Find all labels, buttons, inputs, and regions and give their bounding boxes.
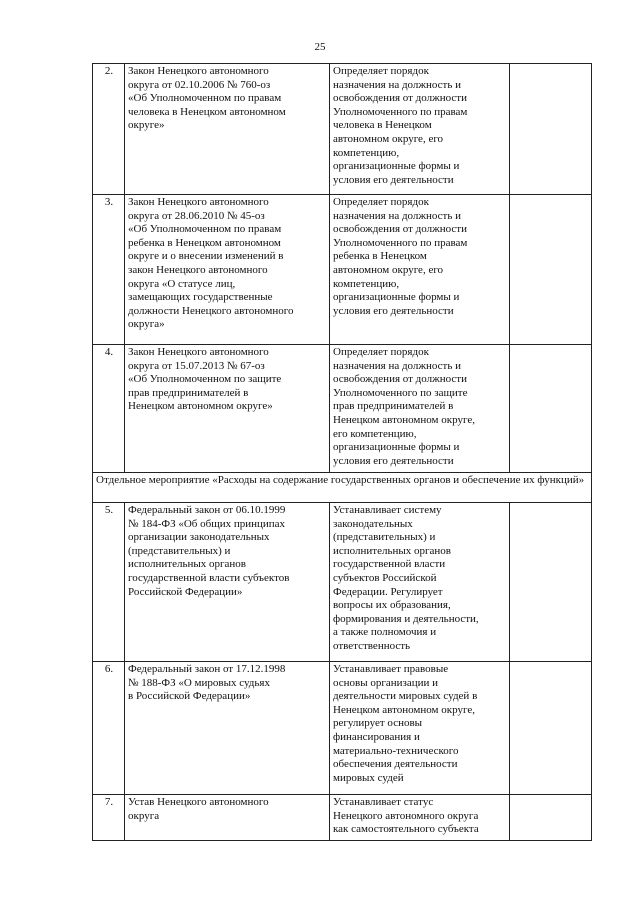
empty-cell (510, 64, 592, 195)
table-row (93, 195, 592, 345)
row-number: 3. (93, 195, 125, 345)
legal-act-description: Определяет порядок назначения на должность и освобождения от должности Уполномоченного по правам ребенка в Ненецком автономном округе, его компетенцию, организационные формы и условия его деятельности (330, 195, 510, 345)
table-row (93, 345, 592, 473)
legal-act-name: Федеральный закон от 06.10.1999 № 184-ФЗ «Об общих принципах организации законодательных (представительных) и исполнительных органов государственной власти субъектов Российской Федерации» (125, 503, 330, 662)
legal-act-description: Определяет порядок назначения на должность и освобождения от должности Уполномоченного по правам человека в Ненецком автономном округе, его компетенцию, организационные формы и условия его деятельности (330, 64, 510, 195)
row-number: 7. (93, 795, 125, 841)
row-number: 4. (93, 345, 125, 473)
legal-act-name: Устав Ненецкого автономного округа (125, 795, 330, 841)
page-number: 25 (314, 41, 326, 53)
legal-act-description: Определяет порядок назначения на должность и освобождения от должности Уполномоченного по защите прав предпринимателей в Ненецком автономном округе, его компетенцию, организационные формы и условия его деятельности (330, 345, 510, 473)
legal-act-description: Устанавливает статус Ненецкого автономного округа как самостоятельного субъекта (330, 795, 510, 841)
row-number: 5. (93, 503, 125, 662)
section-heading: Отдельное мероприятие «Расходы на содержание государственных органов и обеспечение их функций» (93, 473, 592, 503)
table-row (93, 503, 592, 662)
table-row (93, 662, 592, 795)
table-row (93, 64, 592, 195)
empty-cell (510, 795, 592, 841)
empty-cell (510, 195, 592, 345)
empty-cell (510, 503, 592, 662)
empty-cell (510, 345, 592, 473)
section-row (93, 473, 592, 503)
legal-act-name: Закон Ненецкого автономного округа от 28.06.2010 № 45-оз «Об Уполномоченном по правам ребенка в Ненецком автономном округе и о внесении изменений в закон Ненецкого автономного округа «О статусе лиц, замещающих государственные должности Ненецкого автономного округа» (125, 195, 330, 345)
legal-act-description: Устанавливает систему законодательных (представительных) и исполнительных органов государственной власти субъектов Российской Федерации. Регулирует вопросы их образования, формирования и деятельности, а также полномочия и ответственность (330, 503, 510, 662)
legal-act-description: Устанавливает правовые основы организации и деятельности мировых судей в Ненецком автономном округе, регулирует основы финансирования и материально-технического обеспечения деятельности мировых судей (330, 662, 510, 795)
row-number: 2. (93, 64, 125, 195)
legal-act-name: Федеральный закон от 17.12.1998 № 188-ФЗ «О мировых судьях в Российской Федерации» (125, 662, 330, 795)
legal-act-name: Закон Ненецкого автономного округа от 15.07.2013 № 67-оз «Об Уполномоченном по защите прав предпринимателей в Ненецком автономном округе» (125, 345, 330, 473)
empty-cell (510, 662, 592, 795)
table-row (93, 795, 592, 841)
legal-act-name: Закон Ненецкого автономного округа от 02.10.2006 № 760-оз «Об Уполномоченном по правам человека в Ненецком автономном округе» (125, 64, 330, 195)
legal-acts-table (92, 63, 592, 841)
row-number: 6. (93, 662, 125, 795)
